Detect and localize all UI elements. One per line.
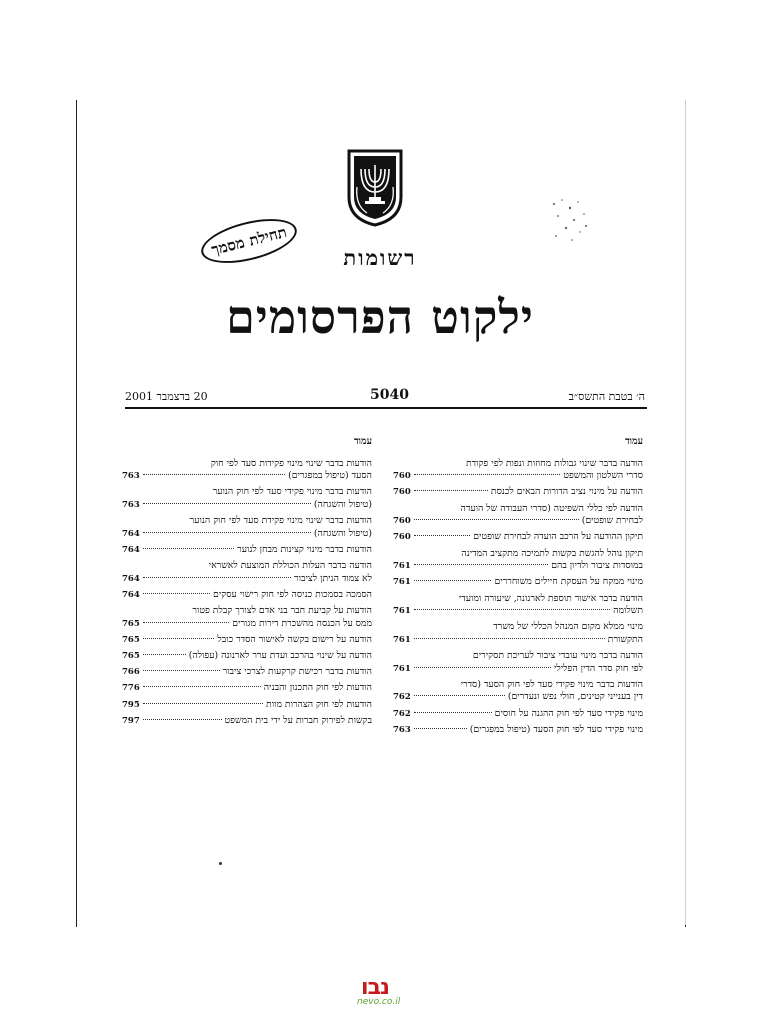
toc-page-number: 765 <box>122 634 140 645</box>
toc-entry <box>122 515 372 540</box>
toc-entries <box>122 458 372 728</box>
toc-entry-final-line <box>122 650 372 663</box>
toc-entry-text: הודעות לפי חוק התכנון והבניה <box>263 682 372 694</box>
state-emblem-icon <box>345 147 405 227</box>
page-column-heading: עמוד <box>353 436 372 447</box>
toc-entry <box>122 634 372 647</box>
toc-entry <box>393 650 643 675</box>
series-name: רשומות <box>343 245 417 270</box>
toc-left-column <box>122 436 372 731</box>
dot-leader <box>143 654 186 655</box>
toc-entry-text: לא צמוד הניתן לציבור <box>294 572 372 584</box>
toc-entry-text: מינוי ממקח על העסקת חיילים משוחררים <box>494 576 643 588</box>
dot-leader <box>414 728 467 729</box>
toc-entry-final-line <box>122 499 372 512</box>
dot-leader <box>143 703 263 704</box>
toc-entry-final-line <box>122 634 372 647</box>
dot-leader <box>143 622 229 623</box>
toc-entry-text: הודעה על רישום בקשה לאישור הסדר כובל <box>217 633 372 645</box>
toc-page-number: 761 <box>393 634 411 645</box>
toc-page-number: 761 <box>393 663 411 674</box>
toc-entry-line: הודעות בדבר מינוי פקידי סעד לפי חוק הנוער <box>212 486 372 498</box>
toc-entry-line: הודעות על קביעת חבר בני אדם לצורך קבלת פטור <box>192 605 372 617</box>
toc-entry-text: לפי חוק סדר הדין הפלילי <box>553 662 643 674</box>
toc-entry-final-line <box>393 470 643 483</box>
toc-page-number: 761 <box>393 577 411 588</box>
toc-entries <box>393 458 643 737</box>
toc-entry <box>122 560 372 585</box>
dot-leader <box>414 564 548 565</box>
toc-page-number: 765 <box>122 618 140 629</box>
toc-page-number: 795 <box>122 699 140 710</box>
toc-entry-final-line <box>393 634 643 647</box>
toc-entry-final-line <box>393 708 643 721</box>
dot-leader <box>414 667 551 668</box>
toc-entry <box>393 724 643 737</box>
hebrew-date: ה׳ בטבת התשס״ב <box>568 390 645 403</box>
toc-page-number: 761 <box>393 561 411 572</box>
toc-entry <box>393 679 643 704</box>
dot-leader <box>143 532 311 533</box>
toc-entry-text: תשלומה <box>613 605 643 617</box>
toc-entry-line: תיקון נוהל להגשת בקשות לתמיכה מתקציב המדינה <box>461 547 643 559</box>
toc-entry-text: הודעות בדבר רכישת קרקעות לצרכי ציבור <box>222 666 372 678</box>
toc-entry <box>122 650 372 663</box>
toc-entry-text: ממס על הכנסה מהשכרת דירות מגורים <box>232 617 372 629</box>
toc-entry <box>393 548 643 573</box>
dot-leader <box>414 490 488 491</box>
toc-entry-final-line <box>393 724 643 737</box>
dot-leader <box>414 580 492 581</box>
toc-page-number: 762 <box>393 692 411 703</box>
toc-entry <box>122 682 372 695</box>
toc-page-number: 761 <box>393 606 411 617</box>
dot-leader <box>414 519 579 520</box>
dot-leader <box>143 577 291 578</box>
toc-entry-final-line <box>122 666 372 679</box>
dot-leader <box>143 638 215 639</box>
toc-entry-final-line <box>122 544 372 557</box>
toc-right-column <box>393 436 643 740</box>
dot-leader <box>143 670 220 671</box>
toc-entry-text: תיקון ההודעה על הרכב הועדה לבחירת שופטים <box>473 531 643 543</box>
toc-entry <box>393 621 643 646</box>
toc-entry-final-line <box>122 589 372 602</box>
toc-page-number: 764 <box>122 528 140 539</box>
gregorian-date: 20 בדצמבר 2001 <box>125 390 208 403</box>
toc-page-number: 760 <box>393 487 411 498</box>
toc-entry-text: הודעות לפי חוק הצהרות מוות <box>266 698 372 710</box>
toc-entry-final-line <box>122 573 372 586</box>
toc-entry <box>122 458 372 483</box>
toc-entry <box>393 503 643 528</box>
toc-entry-text: (טיפול והשגחה) <box>313 527 372 539</box>
toc-entry <box>393 708 643 721</box>
toc-entry-line: הודעה בדבר העלות הכוללת המוצעת לאשראי <box>208 560 372 572</box>
toc-entry-line: הודעה בדבר אישור תוספת לארנונה, שיעורה ומועדי <box>458 592 643 604</box>
toc-page-number: 760 <box>393 532 411 543</box>
toc-entry <box>393 593 643 618</box>
toc-entry-text: הודעה על מינוי נציב הדורות הבאים לכנסת <box>490 486 643 498</box>
toc-entry-text: סדרי השלטון והמשפט <box>563 470 643 482</box>
toc-entry <box>122 699 372 712</box>
toc-entry-final-line <box>122 682 372 695</box>
scan-speckle <box>548 196 592 246</box>
toc-entry-text: מינוי פקידי סעד לפי חוק ההגנה על חוסים <box>494 707 643 719</box>
toc-entry-line: הודעה בדבר מינוי עובדי ציבור לעריכת תסקירים <box>472 650 643 662</box>
logo-url: nevo.co.il <box>357 997 401 1007</box>
toc-entry-final-line <box>393 486 643 499</box>
toc-entry-final-line <box>122 699 372 712</box>
toc-entry-final-line <box>393 515 643 528</box>
toc-entry-final-line <box>122 715 372 728</box>
toc-page-number: 763 <box>122 499 140 510</box>
toc-entry-final-line <box>393 605 643 618</box>
toc-entry <box>393 486 643 499</box>
dot-leader <box>414 535 470 536</box>
logo-wordmark: נבו <box>361 975 389 1000</box>
toc-entry-line: הודעות בדבר מינוי פקידי סעד לפי חוק הסעד (סדרי <box>460 678 643 690</box>
dot-leader <box>143 593 210 594</box>
toc-entry-text: בקשות לפירוק חברות על ידי בית המשפט <box>224 714 372 726</box>
toc-entry-final-line <box>122 618 372 631</box>
toc-entry-final-line <box>393 691 643 704</box>
toc-entry-text: (טיפול והשגחה) <box>313 498 372 510</box>
dot-leader <box>143 474 285 475</box>
toc-entry-line: הודעות בדבר שינוי מינוי פקידת סעד לפי חוק הנוער <box>189 515 372 527</box>
toc-entry-line: הודעה בדבר שינוי גבולות מחוזות ונפות לפי פקודת <box>465 457 643 469</box>
toc-entry <box>122 486 372 511</box>
toc-page-number: 763 <box>393 724 411 735</box>
toc-entry-final-line <box>122 528 372 541</box>
toc-entry-text: הודעות בדבר מינוי קצינות מבחן לנוער <box>237 543 372 555</box>
toc-entry <box>122 605 372 630</box>
toc-page-number: 797 <box>122 715 140 726</box>
toc-page-number: 764 <box>122 544 140 555</box>
header-rule <box>125 407 647 409</box>
toc-page-number: 763 <box>122 471 140 482</box>
toc-entry <box>122 666 372 679</box>
toc-entry-text: מינוי פקידי סעד לפי חוק הסעד (טיפול במפגרים) <box>469 723 643 735</box>
stamp-text: תחילת מסמך <box>209 222 289 259</box>
toc-page-number: 776 <box>122 683 140 694</box>
toc-entry-final-line <box>393 576 643 589</box>
toc-page-number: 765 <box>122 651 140 662</box>
toc-entry-text: לבחירת שופטים) <box>581 515 643 527</box>
toc-entry-line: מינוי ממלא מקום המנהל הכללי של משרד <box>493 621 643 633</box>
dot-leader <box>414 609 610 610</box>
toc-entry <box>122 589 372 602</box>
toc-entry <box>393 531 643 544</box>
toc-entry-text: הסעד (טיפול במפגרים) <box>288 470 372 482</box>
toc-page-number: 766 <box>122 667 140 678</box>
toc-entry-text: הסמכה בסמכות כניסה לפי חוק רישוי עסקים <box>213 588 372 600</box>
toc-entry-final-line <box>122 470 372 483</box>
toc-entry-final-line <box>393 663 643 676</box>
toc-entry-text: הודעה על שינוי בהרכב ועדת ערר לארנונה (עפולה) <box>188 650 372 662</box>
stray-mark <box>219 862 222 865</box>
toc-page-number: 760 <box>393 516 411 527</box>
dot-leader <box>414 712 492 713</box>
toc-page-number: 760 <box>393 471 411 482</box>
dot-leader <box>143 686 261 687</box>
toc-page-number: 764 <box>122 573 140 584</box>
toc-entry-line: הודעות בדבר שינוי מינוי פקידות סעד לפי חוק <box>210 457 372 469</box>
dot-leader <box>143 719 222 720</box>
dot-leader <box>143 503 311 504</box>
dot-leader <box>143 548 234 549</box>
toc-page-number: 762 <box>393 708 411 719</box>
publication-title: ילקוט הפרסומים <box>226 290 534 344</box>
toc-entry <box>393 576 643 589</box>
issue-number: 5040 <box>370 387 409 403</box>
toc-entry-line: הודעה לפי כללי השפיטה (סדרי העבודה של הועדה <box>460 502 643 514</box>
toc-entry-final-line <box>393 560 643 573</box>
page-column-heading: עמוד <box>624 436 643 447</box>
dot-leader <box>414 695 505 696</box>
toc-entry <box>122 715 372 728</box>
toc-page-number: 764 <box>122 589 140 600</box>
page-right-edge <box>685 100 686 927</box>
dot-leader <box>414 474 561 475</box>
toc-entry <box>393 458 643 483</box>
nevo-logo <box>355 975 415 1009</box>
toc-entry <box>122 544 372 557</box>
toc-entry-text: במוסדות ציבור ולדיון בהם <box>551 560 643 572</box>
toc-entry-text: התקשורת <box>607 633 643 645</box>
toc-entry-text: דין בענייני קטינים, חולי נפש ונעדרים) <box>507 691 643 703</box>
dot-leader <box>414 638 605 639</box>
toc-entry-final-line <box>393 531 643 544</box>
